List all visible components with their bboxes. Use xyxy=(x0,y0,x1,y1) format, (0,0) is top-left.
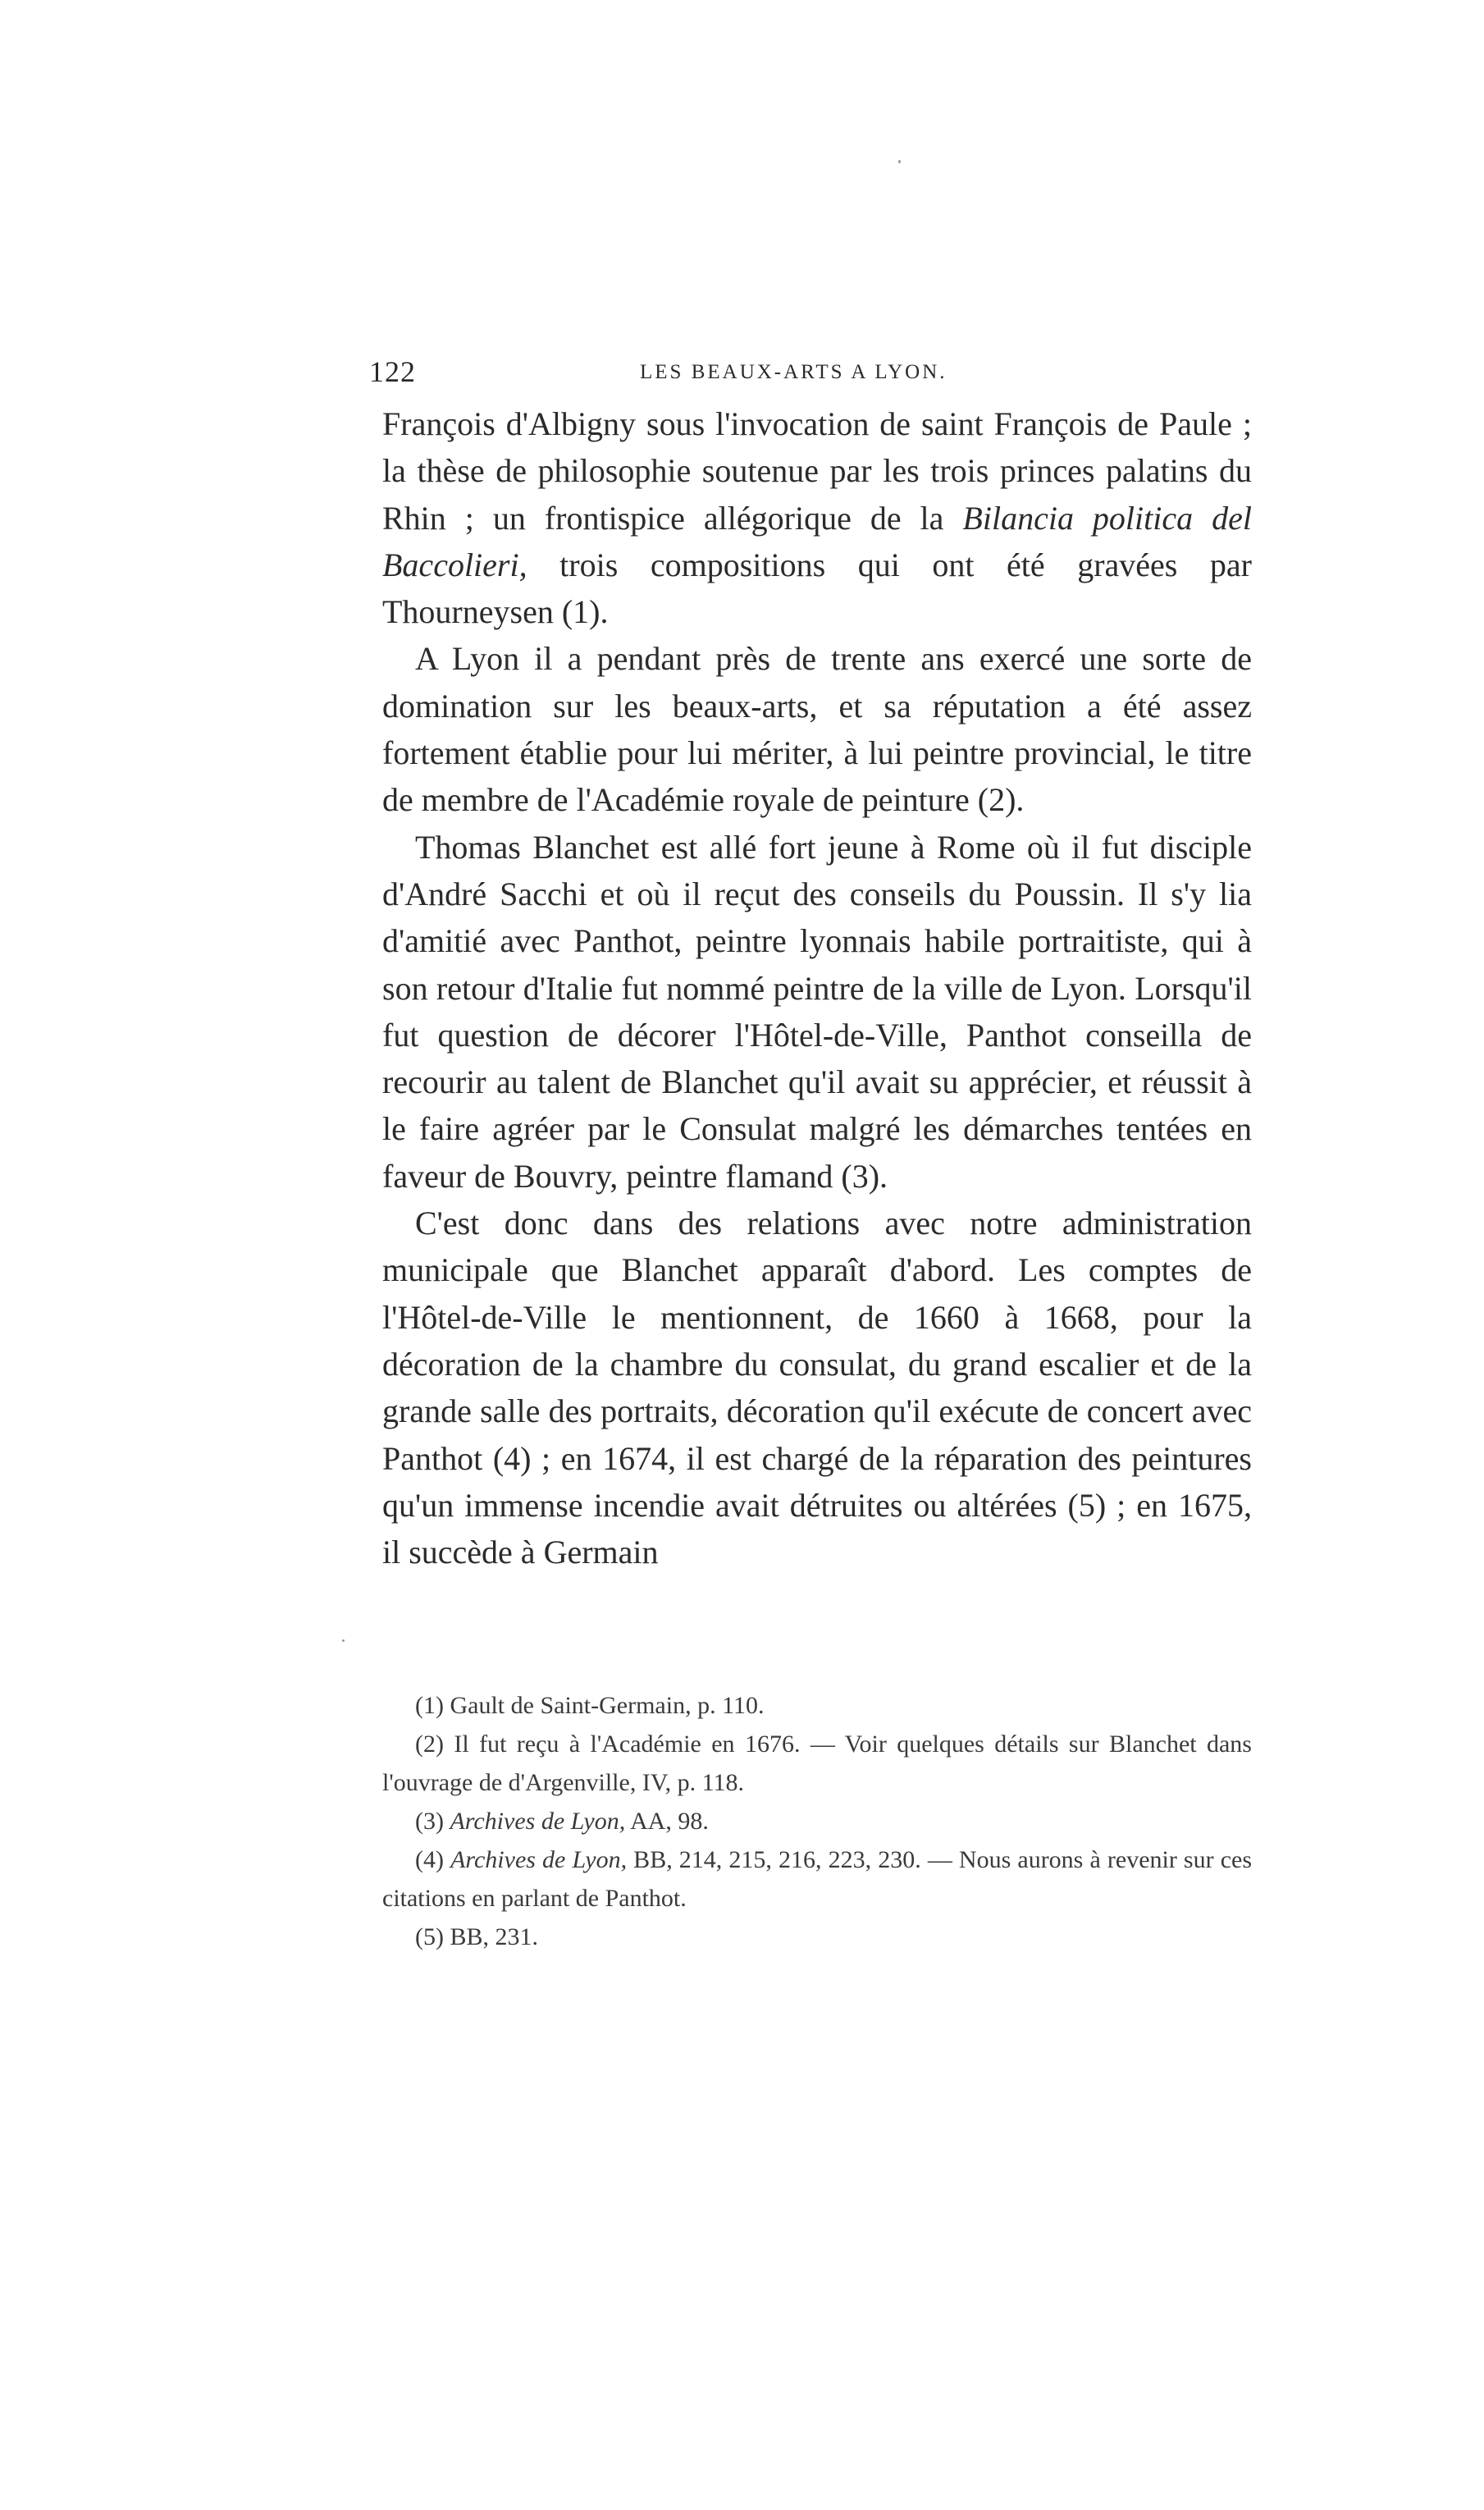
footnote-source: Archives de Lyon, xyxy=(450,1846,628,1873)
footnote-5: (5) BB, 231. xyxy=(415,1923,538,1950)
footnote-1: (1) Gault de Saint-Germain, p. 110. xyxy=(415,1692,765,1719)
paper-speck xyxy=(342,1639,345,1642)
paragraph-continuation-end: trois compositions qui ont été gravées par Thourneysen (1). xyxy=(382,546,1252,631)
footnote-number: (3) xyxy=(415,1808,450,1835)
paragraph: A Lyon il a pendant près de trente ans exercé une sorte de domination sur les beaux-arts, et sa réputation a été assez fortement établie pour lui mériter, à lui peintre provincial, le titre de membre de l'Académie royale de peinture (2). xyxy=(382,640,1252,819)
paragraph: C'est donc dans des relations avec notre administration municipale que Blanchet apparaît d'abord. Les comptes de l'Hôtel-de-Ville le mentionnent, de 1660 à 1668, pour la décoration de la chambre du consulat, du grand escalier et de la grande salle des portraits, décoration qu'il exécute de concert avec Panthot (4) ; en 1674, il est chargé de la réparation des peintures qu'un immense incendie avait détruites ou altérées (5) ; en 1675, il succède à Germain xyxy=(382,1205,1252,1571)
footnote-3 xyxy=(382,1802,1252,1840)
footnote-2: (2) Il fut reçu à l'Académie en 1676. — Voir quelques détails sur Blanchet dans l'ouvrage de d'Argenville, IV, p. 118. xyxy=(382,1730,1252,1796)
running-head xyxy=(369,354,1272,395)
paragraph: Thomas Blanchet est allé fort jeune à Rome où il fut disciple d'André Sacchi et où il reçut des conseils du Poussin. Il s'y lia d'amitié avec Panthot, peintre lyonnais habile portraitiste, qui à son retour d'Italie fut nommé peintre de la ville de Lyon. Lorsqu'il fut question de décorer l'Hôtel-de-Ville, Panthot conseilla de recourir au talent de Blanchet qu'il avait su apprécier, et réussit à le faire agréer par le Consulat malgré les démarches tentées en faveur de Bouvry, peintre flamand (3). xyxy=(382,828,1252,1195)
footnote-reference: BB, 214, 215, 216, 223, 230. — Nous aurons à revenir sur ces citations en parlant de Panthot. xyxy=(382,1846,1253,1912)
italic-title: Bilancia politica del Baccolieri, xyxy=(382,499,1252,583)
body-text xyxy=(382,400,1252,1575)
footnote-source: Archives de Lyon, xyxy=(450,1808,626,1835)
footnotes xyxy=(382,1686,1252,1956)
footnote-4 xyxy=(382,1840,1252,1918)
running-title: LES BEAUX-ARTS A LYON. xyxy=(640,361,947,383)
footnote-reference: AA, 98. xyxy=(625,1808,709,1835)
paragraph-continuation xyxy=(382,400,1252,635)
page-number: 122 xyxy=(369,355,416,388)
paragraph-continuation-text: François d'Albigny sous l'invocation de saint François de Paule ; la thèse de philosophie soutenue par les trois princes palatins du Rhin ; un frontispice allégorique de la xyxy=(382,405,1252,537)
paper-speck xyxy=(898,160,901,163)
footnote-number: (4) xyxy=(415,1846,451,1873)
